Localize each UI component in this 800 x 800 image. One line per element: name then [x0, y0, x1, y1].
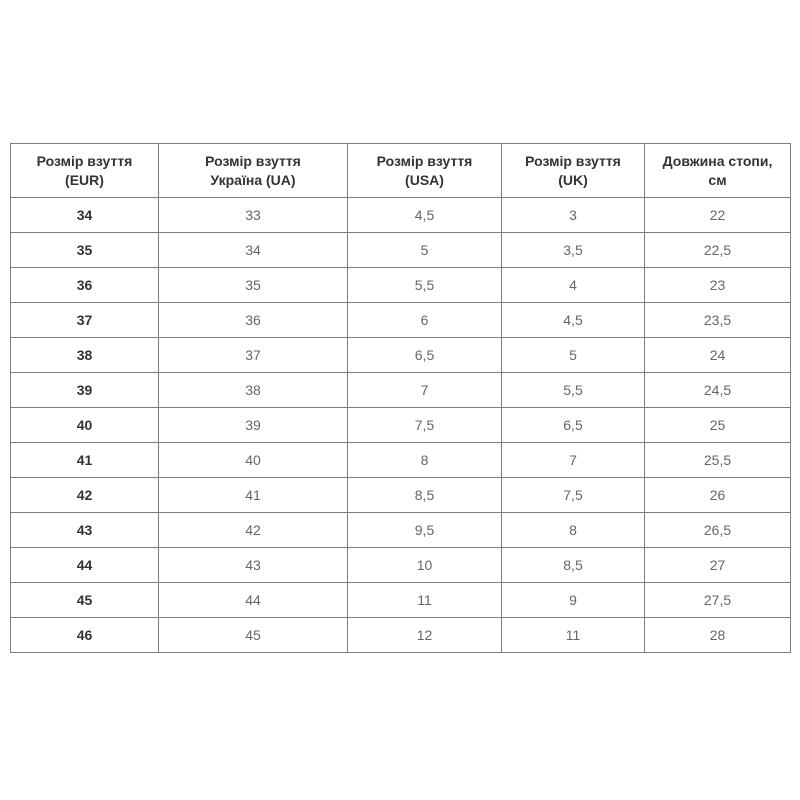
cell-foot-length: 28	[645, 618, 791, 653]
cell-usa-size: 8,5	[348, 478, 502, 513]
cell-ua-size: 34	[159, 233, 348, 268]
cell-ua-size: 44	[159, 583, 348, 618]
cell-uk-size: 7	[502, 443, 645, 478]
cell-usa-size: 9,5	[348, 513, 502, 548]
cell-eur-size: 36	[11, 268, 159, 303]
header-row	[11, 144, 791, 198]
table-row	[11, 548, 791, 583]
cell-foot-length: 27,5	[645, 583, 791, 618]
cell-usa-size: 11	[348, 583, 502, 618]
cell-foot-length: 22	[645, 198, 791, 233]
table-row	[11, 513, 791, 548]
table-row	[11, 233, 791, 268]
cell-eur-size: 40	[11, 408, 159, 443]
cell-uk-size: 4,5	[502, 303, 645, 338]
column-header-usa	[348, 144, 502, 198]
header-line: Довжина стопи,	[662, 152, 773, 169]
cell-foot-length: 23	[645, 268, 791, 303]
column-header-foot-length	[645, 144, 791, 198]
cell-usa-size: 6	[348, 303, 502, 338]
column-header-ua	[159, 144, 348, 198]
table-row	[11, 338, 791, 373]
cell-eur-size: 42	[11, 478, 159, 513]
column-header-uk	[502, 144, 645, 198]
table-row	[11, 618, 791, 653]
cell-foot-length: 26	[645, 478, 791, 513]
table-row	[11, 373, 791, 408]
cell-eur-size: 38	[11, 338, 159, 373]
column-header-eur	[11, 144, 159, 198]
cell-ua-size: 42	[159, 513, 348, 548]
cell-eur-size: 43	[11, 513, 159, 548]
cell-uk-size: 6,5	[502, 408, 645, 443]
cell-ua-size: 36	[159, 303, 348, 338]
table-row	[11, 408, 791, 443]
table-row	[11, 443, 791, 478]
cell-ua-size: 37	[159, 338, 348, 373]
cell-ua-size: 45	[159, 618, 348, 653]
table-header	[11, 144, 791, 198]
table-row	[11, 303, 791, 338]
header-line: Розмір взуття	[36, 152, 133, 169]
cell-uk-size: 3	[502, 198, 645, 233]
cell-eur-size: 45	[11, 583, 159, 618]
cell-usa-size: 12	[348, 618, 502, 653]
table-row	[11, 268, 791, 303]
shoe-size-conversion-table	[10, 143, 791, 653]
cell-foot-length: 25	[645, 408, 791, 443]
table-row	[11, 198, 791, 233]
cell-uk-size: 7,5	[502, 478, 645, 513]
cell-foot-length: 22,5	[645, 233, 791, 268]
cell-foot-length: 26,5	[645, 513, 791, 548]
table-row	[11, 583, 791, 618]
cell-eur-size: 37	[11, 303, 159, 338]
cell-usa-size: 8	[348, 443, 502, 478]
cell-foot-length: 27	[645, 548, 791, 583]
cell-eur-size: 35	[11, 233, 159, 268]
cell-eur-size: 34	[11, 198, 159, 233]
cell-foot-length: 24,5	[645, 373, 791, 408]
cell-eur-size: 44	[11, 548, 159, 583]
cell-uk-size: 9	[502, 583, 645, 618]
header-line: (UK)	[558, 171, 588, 188]
cell-uk-size: 8,5	[502, 548, 645, 583]
cell-ua-size: 33	[159, 198, 348, 233]
cell-eur-size: 39	[11, 373, 159, 408]
cell-uk-size: 11	[502, 618, 645, 653]
cell-uk-size: 5,5	[502, 373, 645, 408]
cell-usa-size: 7,5	[348, 408, 502, 443]
cell-usa-size: 4,5	[348, 198, 502, 233]
cell-eur-size: 46	[11, 618, 159, 653]
cell-ua-size: 35	[159, 268, 348, 303]
table-row	[11, 478, 791, 513]
header-line: Україна (UA)	[210, 171, 296, 188]
header-line: (USA)	[405, 171, 444, 188]
header-line: см	[708, 171, 727, 188]
cell-uk-size: 4	[502, 268, 645, 303]
cell-usa-size: 6,5	[348, 338, 502, 373]
header-line: Розмір взуття	[205, 152, 301, 169]
cell-foot-length: 25,5	[645, 443, 791, 478]
cell-ua-size: 40	[159, 443, 348, 478]
header-line: Розмір взуття	[376, 152, 473, 169]
cell-ua-size: 43	[159, 548, 348, 583]
header-line: Розмір взуття	[525, 152, 621, 169]
cell-ua-size: 39	[159, 408, 348, 443]
cell-usa-size: 5	[348, 233, 502, 268]
cell-uk-size: 5	[502, 338, 645, 373]
cell-uk-size: 3,5	[502, 233, 645, 268]
cell-foot-length: 24	[645, 338, 791, 373]
size-table-body	[11, 198, 791, 653]
cell-uk-size: 8	[502, 513, 645, 548]
cell-foot-length: 23,5	[645, 303, 791, 338]
cell-usa-size: 5,5	[348, 268, 502, 303]
cell-eur-size: 41	[11, 443, 159, 478]
header-line: (EUR)	[65, 171, 104, 188]
cell-usa-size: 10	[348, 548, 502, 583]
cell-ua-size: 41	[159, 478, 348, 513]
cell-ua-size: 38	[159, 373, 348, 408]
cell-usa-size: 7	[348, 373, 502, 408]
